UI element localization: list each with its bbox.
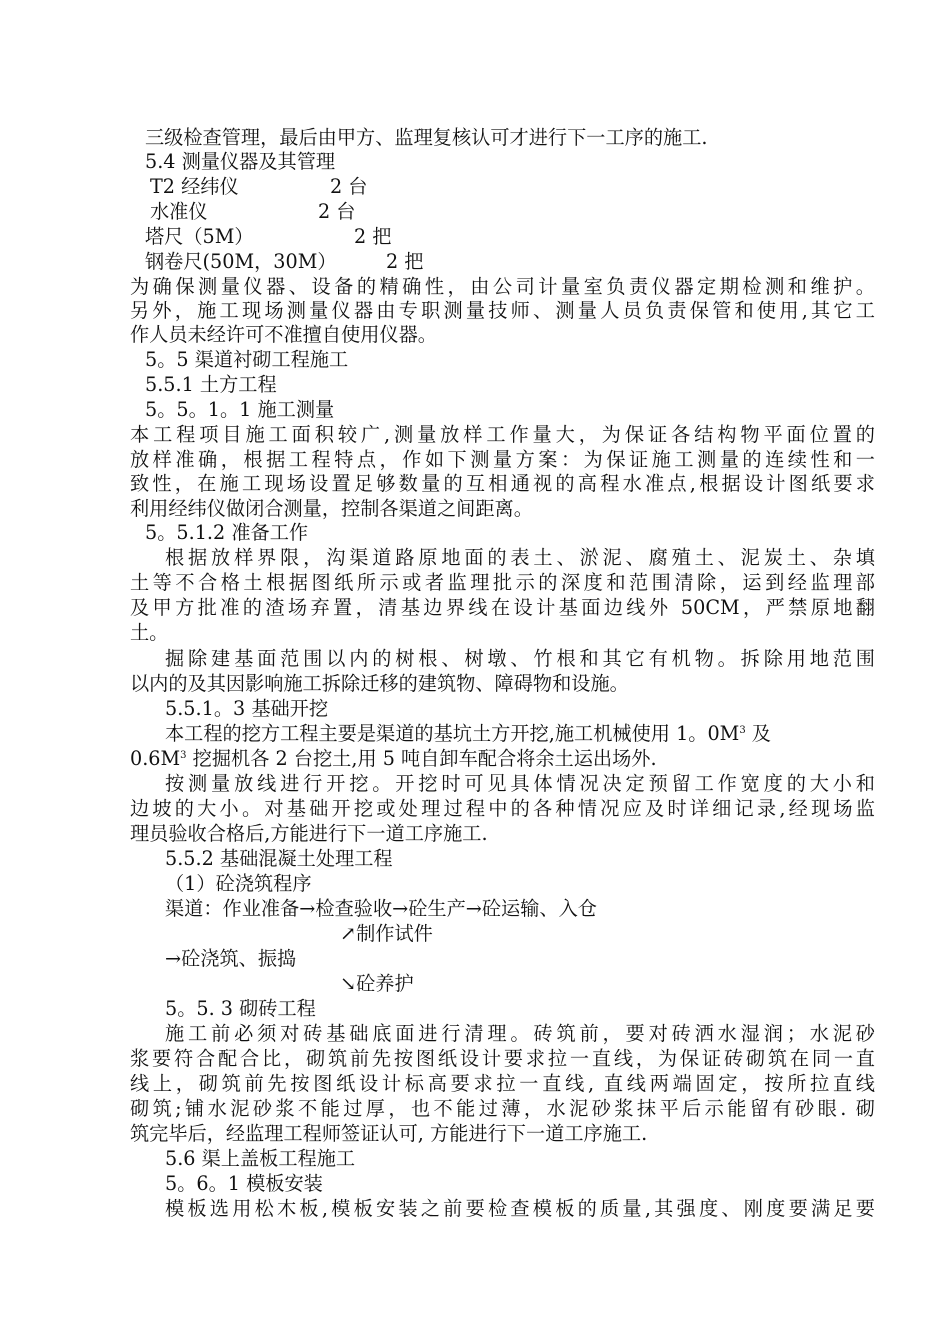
section-heading: 5。5. 3 砌砖工程 [165, 997, 316, 1020]
text-line: 放样准确，根据工程特点，作如下测量方案：为保证施工测量的连续性和一 [130, 448, 875, 471]
text-line: 土等不合格土根据图纸所示或者监理批示的深度和范围清除，运到经监理部 [130, 571, 875, 594]
section-heading: 5.5.2 基础混凝土处理工程 [165, 847, 393, 870]
text-line: 致性，在施工现场设置足够数量的互相通视的高程水准点,根据设计图纸要求 [130, 472, 875, 495]
text-line: 土。 [130, 621, 169, 644]
instrument-name: 塔尺（5M） [145, 225, 254, 248]
process-flow-branch: ↗制作试件 [340, 922, 433, 945]
text-line: 三级检查管理，最后由甲方、监理复核认可才进行下一工序的施工. [145, 126, 708, 149]
text-line: 利用经纬仪做闭合测量，控制各渠道之间距离。 [130, 497, 533, 520]
section-heading: 5。6。1 模板安装 [165, 1172, 323, 1195]
text-line: 砌筑;铺水泥砂浆不能过厚，也不能过薄，水泥砂浆抹平后示能留有砂眼. 砌 [130, 1097, 875, 1120]
instrument-name: 钢卷尺(50M，30M） [145, 250, 337, 273]
text-line: 施工前必须对砖基础底面进行清理。砖筑前，要对砖洒水湿润；水泥砂 [165, 1022, 875, 1045]
process-flow-branch: ↘砼养护 [340, 972, 414, 995]
process-flow-line: →砼浇筑、振捣 [165, 947, 297, 970]
section-heading: 5。5 渠道衬砌工程施工 [145, 348, 349, 371]
section-heading: 5.6 渠上盖板工程施工 [165, 1147, 356, 1170]
instrument-quantity: 2 把 [354, 225, 392, 248]
text-line: 模板选用松木板,模板安装之前要检查模板的质量,其强度、刚度要满足要 [165, 1197, 875, 1220]
text-line: 浆要符合配合比，砌筑前先按图纸设计要求拉一直线，为保证砖砌筑在同一直 [130, 1047, 875, 1070]
text-line: 按测量放线进行开挖。开挖时可见具体情况决定预留工作宽度的大小和 [165, 772, 875, 795]
instrument-quantity: 2 台 [330, 175, 368, 198]
text-line: 理员验收合格后,方能进行下一道工序施工. [130, 822, 488, 845]
text-line: 及甲方批准的渣场弃置，清基边界线在设计基面边线外 50CM，严禁原地翻 [130, 596, 875, 619]
text-line: 线上，砌筑前先按图纸设计标高要求拉一直线, 直线两端固定，按所拉直线 [130, 1072, 875, 1095]
section-heading: 5。5.1.2 准备工作 [145, 521, 309, 544]
text-line: 掘除建基面范围以内的树根、树墩、竹根和其它有机物。拆除用地范围 [165, 647, 875, 670]
text-line: 本工程项目施工面积较广,测量放样工作量大，为保证各结构物平面位置的 [130, 423, 875, 446]
section-heading: 5.5.1。3 基础开挖 [165, 697, 329, 720]
process-flow-line: 渠道：作业准备→检查验收→砼生产→砼运输、入仓 [165, 897, 597, 920]
instrument-name: 水准仪 [150, 200, 208, 223]
text-line: 边坡的大小。对基础开挖或处理过程中的各种情况应及时详细记录,经现场监 [130, 797, 875, 820]
instrument-name: T2 经纬仪 [150, 175, 239, 198]
text-line: （1）砼浇筑程序 [165, 872, 312, 895]
section-heading: 5.4 测量仪器及其管理 [145, 150, 336, 173]
section-heading: 5。5。1。1 施工测量 [145, 398, 335, 421]
text-line: 根据放样界限，沟渠道路原地面的表土、淤泥、腐殖土、泥炭土、杂填 [165, 546, 875, 569]
text-line: 另外，施工现场测量仪器由专职测量技师、测量人员负责保管和使用,其它工 [130, 299, 875, 322]
text-line: 为确保测量仪器、设备的精确性，由公司计量室负责仪器定期检测和维护。 [130, 275, 875, 298]
text-line: 以内的及其因影响施工拆除迁移的建筑物、障碍物和设施。 [130, 672, 629, 695]
section-heading: 5.5.1 土方工程 [145, 373, 277, 396]
text-line: 本工程的挖方工程主要是渠道的基坑土方开挖,施工机械使用 1。$0M^3$ 及 [165, 722, 771, 745]
instrument-quantity: 2 把 [386, 250, 424, 273]
text-line: 作人员未经许可不准擅自使用仪器。 [130, 323, 437, 346]
instrument-quantity: 2 台 [318, 200, 356, 223]
text-line: 筑完毕后，经监理工程师签证认可, 方能进行下一道工序施工. [130, 1122, 648, 1145]
text-line: $0.6M^3$ 挖掘机各 2 台挖土,用 5 吨自卸车配合将余土运出场外. [130, 747, 657, 770]
